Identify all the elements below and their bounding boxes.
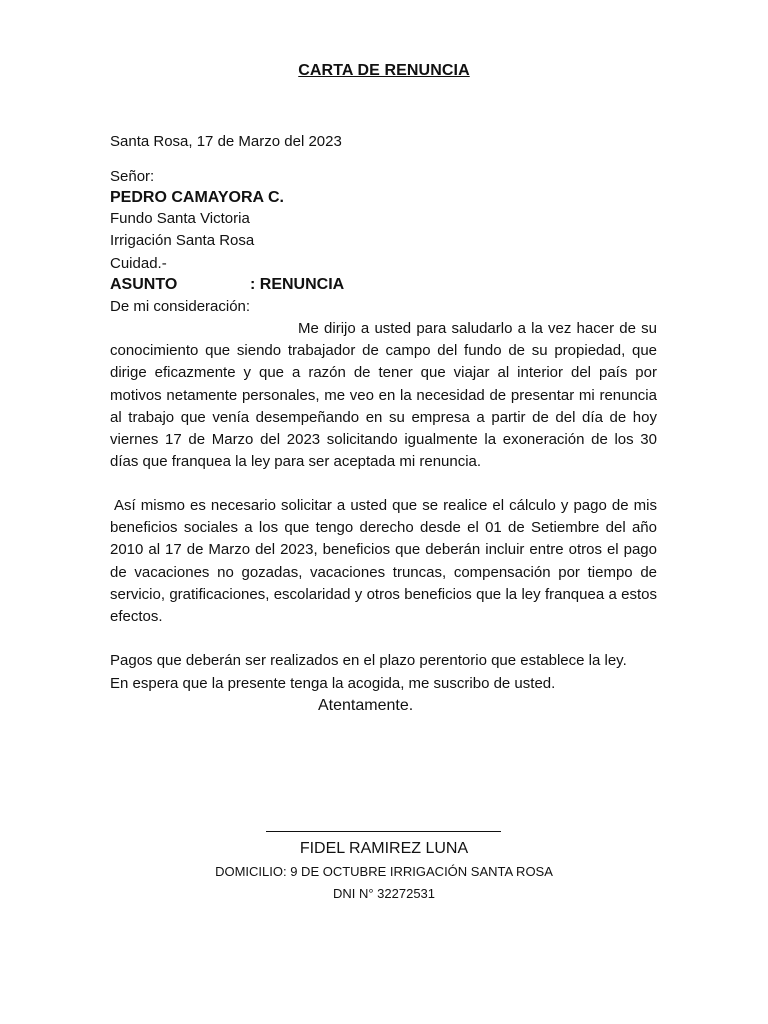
signer-address: DOMICILIO: 9 DE OCTUBRE IRRIGACIÓN SANTA ROSA <box>215 864 553 879</box>
body-paragraph-2: Así mismo es necesario solicitar a usted que se realice el cálculo y pago de mis beneficios sociales a los que tengo derecho desde el 01 de Setiembre del año 2010 al 17 de Marzo del 2023, beneficios que deberán incluir entre otros el pago de vacaciones no gozadas, vacaciones truncas, compensación por tiempo de servicio, gratificaciones, escolaridad y otros beneficios que la ley franquea a estos efectos. <box>110 497 657 626</box>
greeting: De mi consideración: <box>110 298 251 315</box>
recipient-line-1: Fundo Santa Victoria <box>110 210 250 227</box>
closing-line-1: Pagos que deberán ser realizados en el plazo perentorio que establece la ley. <box>110 652 627 669</box>
salutation: Señor: <box>110 168 155 185</box>
recipient-line-3: Cuidad.- <box>110 255 167 272</box>
recipient-name: PEDRO CAMAYORA C. <box>110 189 284 206</box>
recipient-line-2: Irrigación Santa Rosa <box>110 232 255 249</box>
signer-dni: DNI N° 32272531 <box>332 886 436 901</box>
sign-off: Atentamente. <box>318 697 414 714</box>
body-paragraph-1: Me dirijo a usted para saludarlo a la vez hacer de su conocimiento que siendo trabajador de campo del fundo de su propiedad, que dirige eficazmente y que a razón de tener que viajar al interior del país por motivos netamente personales, me veo en la necesidad de presentar mi renuncia al trabajo que venía desempeñando en su empresa a partir de del día de hoy viernes 17 de Marzo del 2023 solicitando igualmente la exoneración de los 30 días que franquea la ley para ser aceptada mi renuncia. <box>110 320 657 471</box>
signature-line <box>266 831 501 832</box>
subject-label: ASUNTO <box>110 276 178 293</box>
subject-value: : RENUNCIA <box>250 276 345 293</box>
document-title: CARTA DE RENUNCIA <box>298 62 470 79</box>
closing-line-2: En espera que la presente tenga la acogida, me suscribo de usted. <box>110 675 556 692</box>
signer-name: FIDEL RAMIREZ LUNA <box>299 840 469 857</box>
date-line: Santa Rosa, 17 de Marzo del 2023 <box>110 133 342 150</box>
